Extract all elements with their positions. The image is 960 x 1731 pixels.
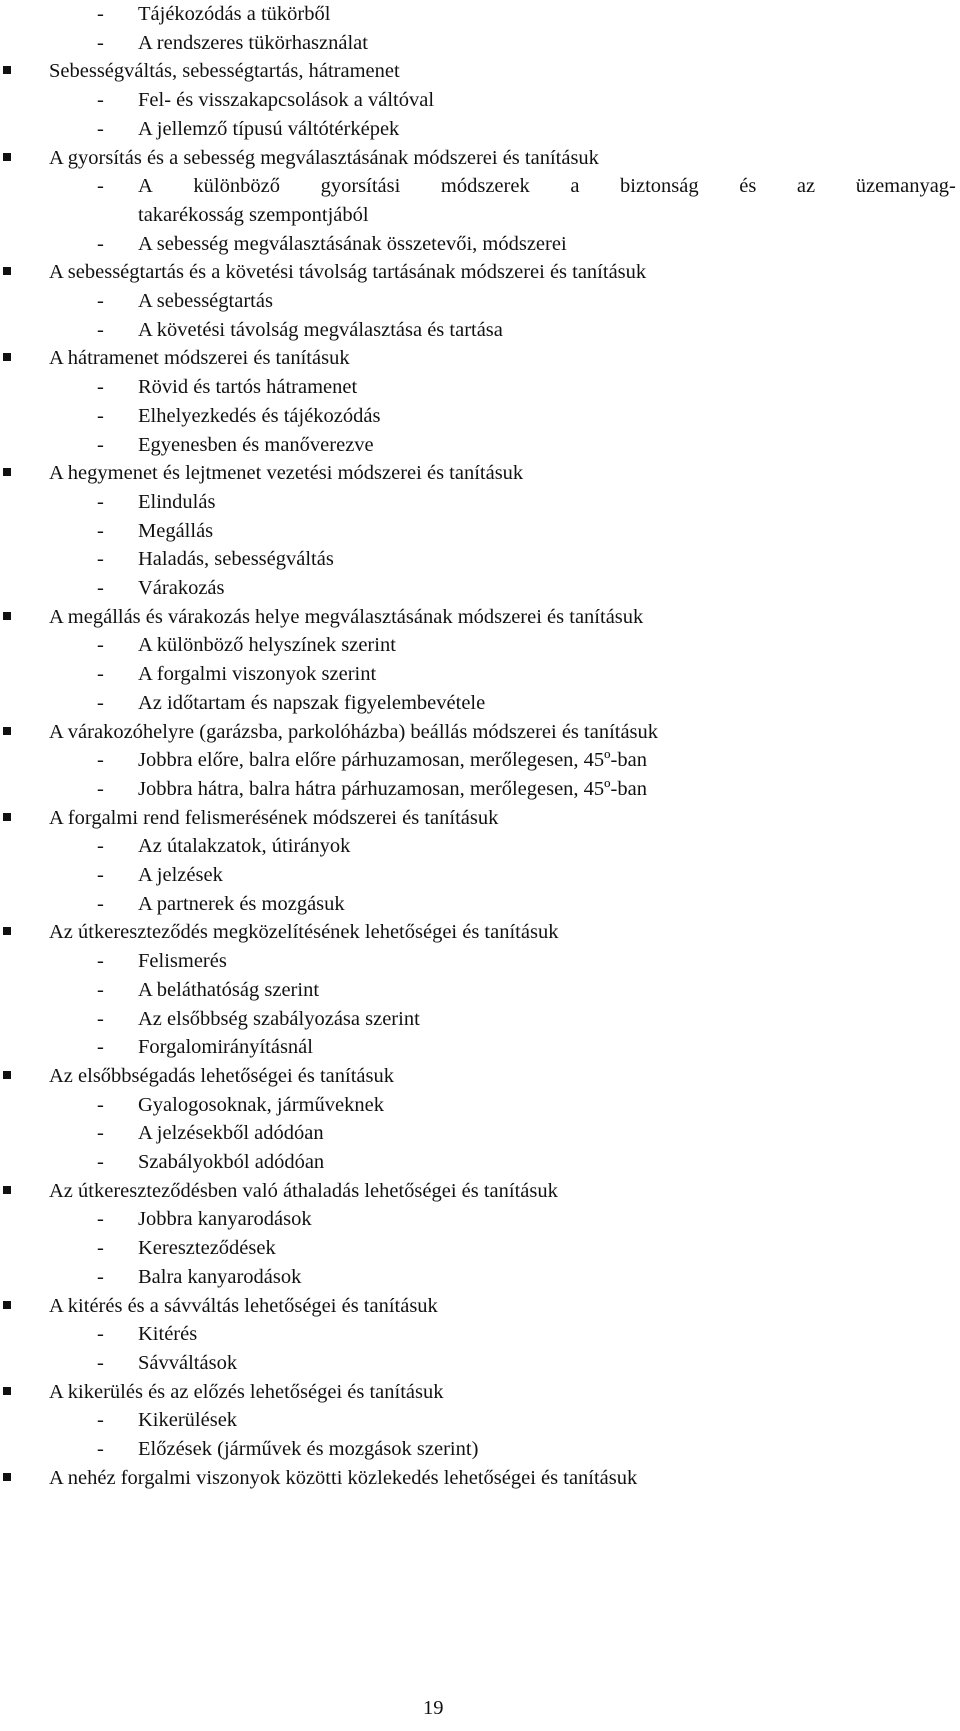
sub-item-text: Kitérés <box>138 1323 198 1346</box>
sub-item-text: A beláthatóság szerint <box>138 978 320 1001</box>
dash-marker: - <box>97 175 104 198</box>
sub-item-text: Jobbra kanyarodások <box>138 1208 312 1231</box>
dash-marker: - <box>97 835 104 858</box>
dash-marker: - <box>97 548 104 571</box>
dash-marker: - <box>97 31 104 54</box>
sub-item-text: Kereszteződések <box>138 1237 276 1260</box>
main-item-text: A kikerülés és az előzés lehetőségei és tanításuk <box>49 1380 444 1403</box>
sub-item-text: Az elsőbbség szabályozása szerint <box>138 1007 420 1030</box>
square-bullet-icon <box>3 927 11 935</box>
sub-item-text: A jelzésekből adódóan <box>138 1122 324 1145</box>
dash-marker: - <box>97 290 104 312</box>
square-bullet-icon <box>3 1301 11 1309</box>
sub-item-text: Várakozás <box>138 577 225 599</box>
main-item-text: Az útkereszteződés megközelítésének lehetőségei és tanításuk <box>49 921 559 944</box>
sub-item-text: Előzések (járművek és mozgások szerint) <box>138 1438 479 1460</box>
square-bullet-icon <box>3 813 11 821</box>
dash-marker: - <box>97 1036 104 1059</box>
dash-marker: - <box>97 1438 104 1460</box>
square-bullet-icon <box>3 153 11 161</box>
dash-marker: - <box>97 1122 104 1145</box>
square-bullet-icon <box>3 1071 11 1079</box>
square-bullet-icon <box>3 1387 11 1395</box>
sub-item-text: Jobbra előre, balra előre párhuzamosan, merőlegesen, 45º-ban <box>138 749 647 772</box>
main-item-text: A forgalmi rend felismerésének módszerei és tanításuk <box>49 806 499 829</box>
dash-marker: - <box>97 1237 104 1260</box>
dash-marker: - <box>97 577 104 599</box>
sub-item-text: Jobbra hátra, balra hátra párhuzamosan, merőlegesen, 45º-ban <box>138 777 647 800</box>
sub-item-text: A partnerek és mozgásuk <box>138 892 345 915</box>
dash-marker: - <box>97 892 104 915</box>
dash-marker: - <box>97 691 104 714</box>
sub-item-text: A jellemző típusú váltótérképek <box>138 117 400 140</box>
main-item-text: Az útkereszteződésben való áthaladás lehetőségei és tanításuk <box>49 1179 558 1202</box>
sub-item-text: Elhelyezkedés és tájékozódás <box>138 404 381 427</box>
dash-marker: - <box>97 1351 104 1374</box>
dash-marker: - <box>97 1409 104 1432</box>
dash-marker: - <box>97 950 104 973</box>
square-bullet-icon <box>3 612 11 620</box>
sub-item-text: Felismerés <box>138 950 227 973</box>
square-bullet-icon <box>3 727 11 735</box>
sub-item-text: A sebesség megválasztásának összetevői, módszerei <box>138 232 567 255</box>
sub-item-text: A különböző helyszínek szerint <box>138 634 396 657</box>
main-item-text: A sebességtartás és a követési távolság tartásának módszerei és tanításuk <box>49 261 647 284</box>
dash-marker: - <box>97 978 104 1001</box>
square-bullet-icon <box>3 66 11 74</box>
sub-item-text: Forgalomirányításnál <box>138 1036 313 1059</box>
main-item-text: A gyorsítás és a sebesség megválasztásának módszerei és tanításuk <box>49 146 599 169</box>
dash-marker: - <box>97 864 104 886</box>
sub-item-text: Gyalogosoknak, járműveknek <box>138 1093 384 1116</box>
sub-item-text: A forgalmi viszonyok szerint <box>138 663 377 686</box>
main-item-text: A nehéz forgalmi viszonyok közötti közlekedés lehetőségei és tanításuk <box>49 1466 638 1489</box>
dash-marker: - <box>97 1007 104 1030</box>
sub-item-text: Haladás, sebességváltás <box>138 548 334 571</box>
dash-marker: - <box>97 749 104 772</box>
sub-item-text: Elindulás <box>138 490 216 513</box>
square-bullet-icon <box>3 1473 11 1481</box>
sub-item-text: Balra kanyarodások <box>138 1265 302 1288</box>
dash-marker: - <box>97 1323 104 1346</box>
sub-item-text: Tájékozódás a tükörből <box>138 3 331 25</box>
square-bullet-icon <box>3 1186 11 1194</box>
dash-marker: - <box>97 404 104 427</box>
sub-item-text: Szabályokból adódóan <box>138 1151 325 1173</box>
square-bullet-icon <box>3 267 11 275</box>
main-item-text: A megállás és várakozás helye megválasztásának módszerei és tanításuk <box>49 605 644 628</box>
main-item-text: A kitérés és a sávváltás lehetőségei és tanításuk <box>49 1294 438 1317</box>
square-bullet-icon <box>3 353 11 361</box>
main-item-text: A várakozóhelyre (garázsba, parkolóházba) beállás módszerei és tanításuk <box>49 720 659 743</box>
dash-marker: - <box>97 1265 104 1288</box>
dash-marker: - <box>97 519 104 542</box>
dash-marker: - <box>97 1093 104 1116</box>
dash-marker: - <box>97 1208 104 1231</box>
main-item-text: A hegymenet és lejtmenet vezetési módszerei és tanításuk <box>49 462 524 485</box>
dash-marker: - <box>97 89 104 112</box>
sub-item-text: Az útalakzatok, útirányok <box>138 835 351 858</box>
sub-item-text: Egyenesben és manőverezve <box>138 433 374 456</box>
sub-item-text: Kikerülések <box>138 1409 238 1432</box>
sub-item-text: A sebességtartás <box>138 290 273 312</box>
main-item-text: A hátramenet módszerei és tanításuk <box>49 347 350 370</box>
dash-marker: - <box>97 3 104 25</box>
sub-item-text: Megállás <box>138 519 214 542</box>
dash-marker: - <box>97 117 104 140</box>
dash-marker: - <box>97 318 104 341</box>
sub-item-text: Fel- és visszakapcsolások a váltóval <box>138 89 435 112</box>
dash-marker: - <box>97 376 104 399</box>
sub-item-text: A követési távolság megválasztása és tartása <box>138 318 503 341</box>
sub-item-text: Sávváltások <box>138 1351 238 1374</box>
dash-marker: - <box>97 490 104 513</box>
main-item-text: Az elsőbbségadás lehetőségei és tanításuk <box>49 1064 394 1087</box>
continuation-text: takarékosság szempontjából <box>138 203 369 226</box>
dash-marker: - <box>97 1151 104 1173</box>
sub-item-text: A különböző gyorsítási módszerek a biztonság és az üzemanyag- <box>138 175 956 198</box>
dash-marker: - <box>97 634 104 657</box>
sub-item-text: A rendszeres tükörhasználat <box>138 31 368 54</box>
dash-marker: - <box>97 663 104 686</box>
dash-marker: - <box>97 433 104 456</box>
sub-item-text: Rövid és tartós hátramenet <box>138 376 358 399</box>
sub-item-text: A jelzések <box>138 864 223 886</box>
dash-marker: - <box>97 232 104 255</box>
page-number: 19 <box>423 1697 444 1719</box>
main-item-text: Sebességváltás, sebességtartás, hátramenet <box>49 60 400 83</box>
square-bullet-icon <box>3 468 11 476</box>
dash-marker: - <box>97 777 104 800</box>
sub-item-text: Az időtartam és napszak figyelembevétele <box>138 691 486 714</box>
